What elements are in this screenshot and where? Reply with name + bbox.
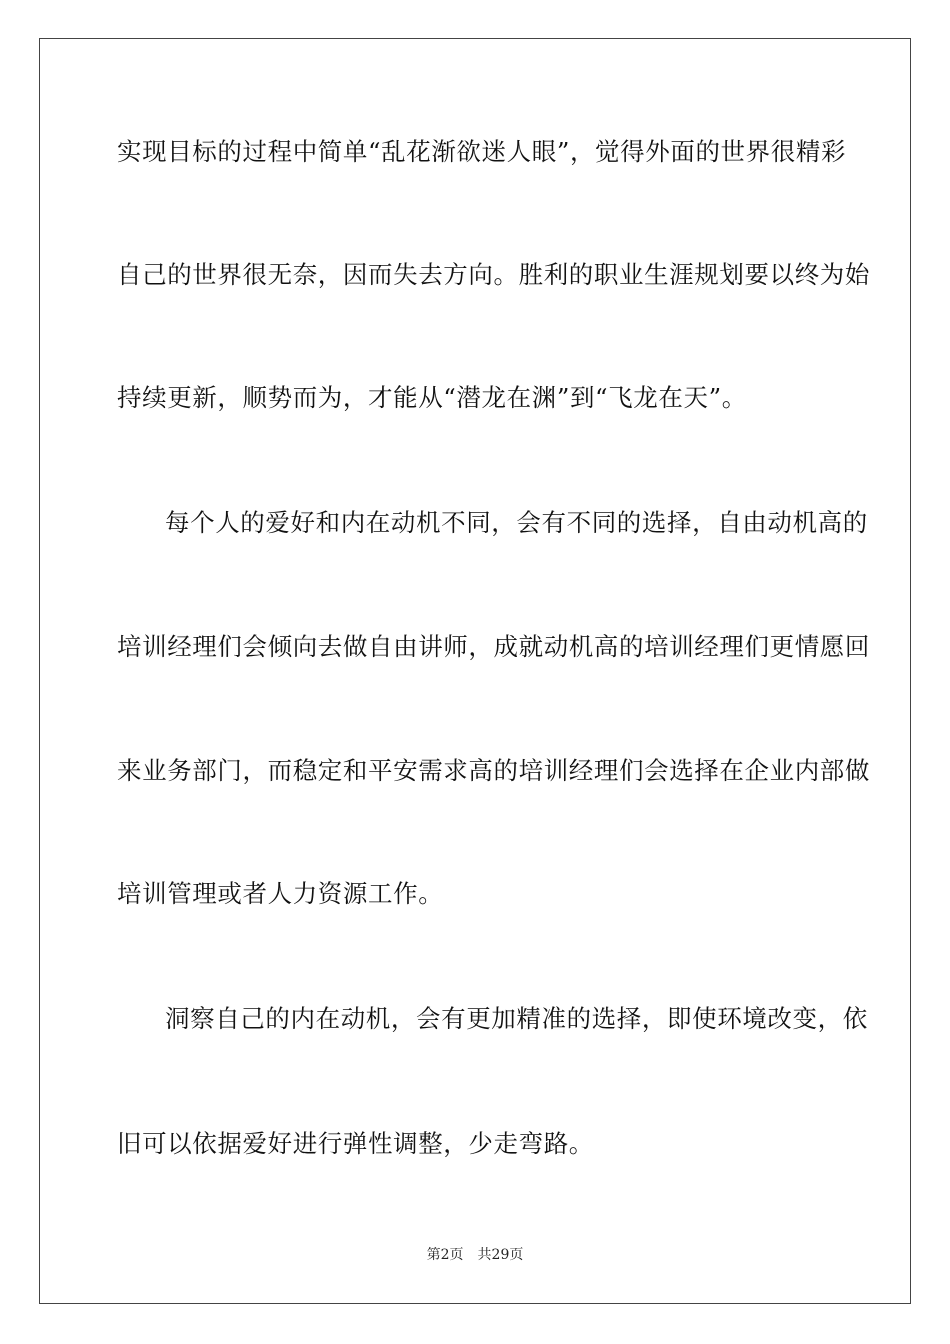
- paragraph-1-line-3: 持续更新，顺势而为，才能从“潜龙在渊”到“飞龙在天”。: [117, 383, 747, 412]
- paragraph-2-line-1: 每个人的爱好和内在动机不同，会有不同的选择，自由动机高的: [165, 508, 868, 537]
- page-number: 第2页: [426, 1247, 464, 1263]
- paragraph-2-line-4: 培训管理或者人力资源工作。: [117, 879, 444, 908]
- paragraph-1-line-2: 自己的世界很无奈，因而失去方向。胜利的职业生涯规划要以终为始: [117, 260, 870, 289]
- paragraph-2-line-3: 来业务部门，而稳定和平安需求高的培训经理们会选择在企业内部做: [117, 756, 870, 785]
- paragraph-3-line-2: 旧可以依据爱好进行弹性调整，少走弯路。: [117, 1129, 594, 1158]
- page-border: [39, 38, 911, 1304]
- paragraph-3-line-1: 洞察自己的内在动机，会有更加精准的选择，即使环境改变，依: [165, 1004, 868, 1033]
- page-footer: [0, 1246, 950, 1264]
- total-pages: 共29页: [477, 1247, 524, 1263]
- paragraph-1-line-1: 实现目标的过程中简单“乱花渐欲迷人眼”，觉得外面的世界很精彩: [117, 137, 847, 166]
- paragraph-2-line-2: 培训经理们会倾向去做自由讲师，成就动机高的培训经理们更情愿回: [117, 632, 870, 661]
